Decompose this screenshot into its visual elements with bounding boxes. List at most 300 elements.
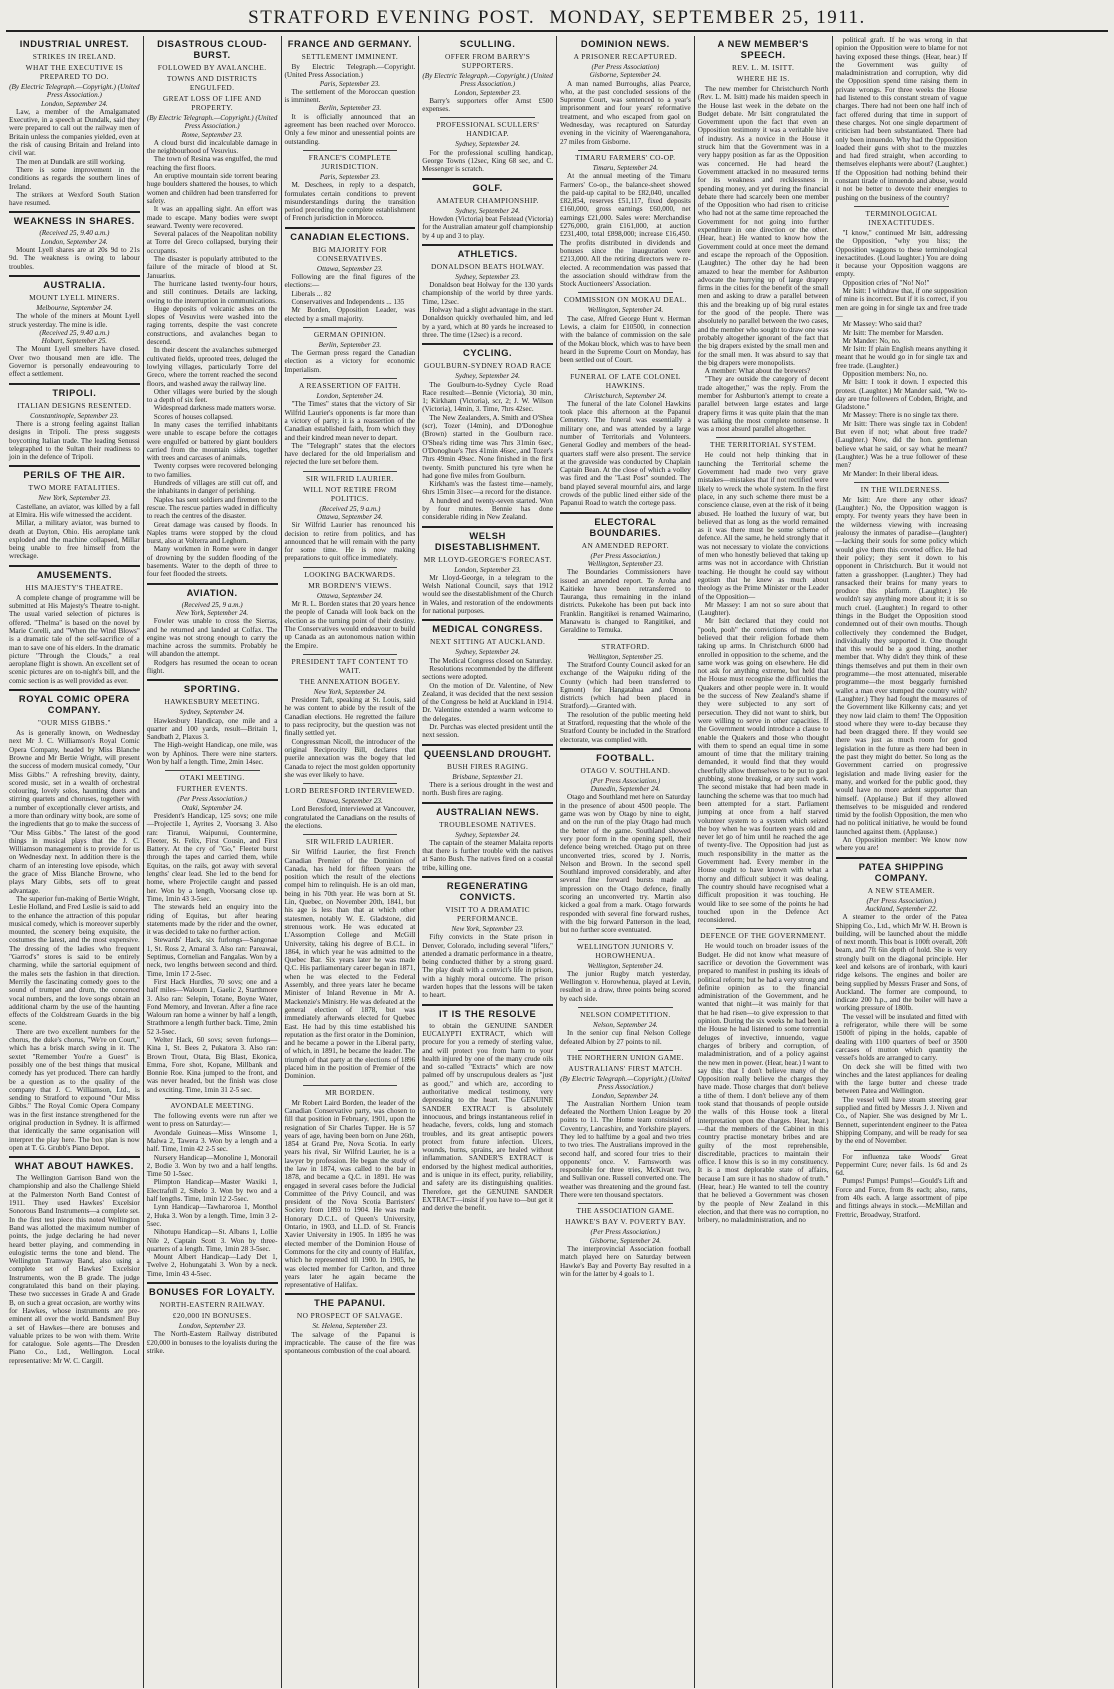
columns-container [6, 36, 1108, 1688]
article-subheading: FOLLOWED BY AVALANCHE. [157, 63, 267, 72]
paragraph: The High-weight Handicap, one mile, was won by Aphinos. There were nine starters. Won by half a length. Time, 2min 14sec. [146, 741, 278, 767]
article-body [285, 265, 416, 323]
paragraph: There is a serious drought in the west and north. Bush fires are raging. [422, 780, 553, 798]
article-subheading: HAWKESBURY MEETING. [164, 697, 260, 707]
paragraph: (Received 25, 9.40 a.m.) [39, 229, 110, 238]
article [560, 292, 691, 364]
paragraph: Mr Massey: There is no single tax there. [842, 411, 959, 420]
article [9, 1156, 140, 1365]
paragraph: Ottawa, September 24. [316, 591, 383, 600]
article-headline: WELSH DISESTABLISHMENT. [434, 530, 541, 552]
article-body [422, 925, 553, 1000]
paragraph: There is some improvement in the conditions as regards the southern lines of Ireland. [9, 165, 140, 191]
article-body [147, 114, 278, 579]
paragraph: Sydney, September 24. [455, 830, 520, 839]
subsection-rule [303, 378, 398, 379]
paragraph: Otaki, September 24. [181, 803, 243, 812]
paragraph: Christchurch, September 24. [584, 391, 667, 400]
paragraph: He would touch on broader issues of the Budget. He did not know what measure of sacrifice or devotion the Government was prepared to manifest in pushing its ideals of political reform; but he had a very strong and definite opinion as to the financial administration of the Government, and he wanted that night—it was mainly for that that he had risen—to give expression to that opinion. During the six weeks he had been in the House he had listened to some torrential deluges of invective, innuendo, vague charges of bribery and corruption, of maladministration, and of a policy against the new men in power. (Hear, hear.) I want to say this: that I don't believe many of the Opposition really believe the charges they have made. Those charges that don't believe a tithe of them. I don't believe any of them took stand that thousands of people outside the walls of this House took a literal interpretation upon the charges. Hear, hear.)—that the members of the Cabinet in this country practise monetary bribes and are guilty of the most reprehensible, discreditable, practices to maintain their office. I know this is so in my constituency. It is a most deplorable state of affairs, because I am sure it has no shadow of truth." (Hear, hear.) He wanted to tell the country that he believed a Government was chosen by the people of New Zealand in this election, and that there was no corruption, no bribery, no maladministration, and no [697, 942, 829, 1225]
article [285, 567, 416, 650]
paragraph: (By Electric Telegraph.—Copyright.) (United Press Association.) [9, 83, 140, 100]
paragraph: He could not help thinking that in launching the Territorial scheme the Government had made two very grave mistakes—mistakes that if not rectified were likely to wreck the whole system. In the first place, in any such scheme there must be a conscience clause, even at the risk of it being abused. He loathed the luxury of war, but believed that as long as the world remained as it was there must be some scheme of defence. All the same, he held strongly that it was not necessary to violate the convictions of men who honestly believed that taking up arms was not in accordance with Christian teaching. He thought he could say without egotism that he knew as much about theology as the Prime Minister or the Leader of the Opposition— [697, 451, 829, 601]
paragraph: Kirkham's was the fastest time—namely, 6hrs 15min 31sec—a record for the distance. [422, 480, 553, 497]
paragraph: Paris, September 23. [319, 172, 381, 181]
article [560, 369, 691, 508]
paragraph: Nihotupu Handicap—St. Albans 1, Lollie Nile 2, Captain Scott 3. Won by three-quarters of a length. Time, 1min 28 3-5sec. [146, 1228, 278, 1253]
article [9, 465, 140, 560]
article-subheading: IN THE WILDERNESS. [860, 484, 943, 494]
paragraph: (By Electric Telegraph.—Copyright.) (United Press Association.) [560, 1074, 691, 1092]
paragraph: Sydney, September 24. [455, 206, 520, 215]
paragraph: In many cases the terrified inhabitants were unable to escape before the cottages were engulfed or battered by giant boulders carried from the mountain sides, together with trees and carcases of animals. [146, 420, 278, 463]
paragraph: Ottawa, September 23. [316, 797, 383, 806]
article-subheading: THE NORTHERN UNION GAME. [567, 1052, 684, 1062]
article-body [9, 494, 140, 560]
article [560, 1050, 691, 1199]
article [285, 783, 416, 830]
subsection-rule [578, 1050, 673, 1051]
article-headline: SPORTING. [183, 684, 241, 695]
article-subheading: DEFENCE OF THE GOVERNMENT. [700, 931, 827, 941]
paragraph: Melbourne, September 24. [36, 303, 113, 312]
paragraph: Welter Hack, 60 sovs; seven furlongs—Kina 1, St. Bees 2, Pukatora 3. Also ran: Brown Trout, Otata, Big Blast, Ekonica, Emma, Fore shot, Kopane, Millbank and Bonnie Roe. Kina jumped to the front, and was never headed, but the finish was close and exciting. Time, 1min 31 2-5 sec. [146, 1035, 278, 1094]
article [147, 770, 278, 1094]
paragraph: New York, September 23. [38, 494, 111, 503]
paragraph: The vessel will be insulated and fitted with a refrigerator, while there will be some 1500ft of piping in the holds, capable of dealing with 1100 quarters of beef or 3500 carcases of mutton which quantity the vessel's holds are arranged to carry. [835, 1012, 968, 1063]
article-subheading: ITALIAN DESIGNS RESENTED. [17, 400, 132, 410]
article-body [560, 653, 691, 744]
paragraph: Liberals ... 82 [291, 289, 332, 298]
article-headline: DISASTROUS CLOUD-BURST. [157, 39, 268, 60]
paper-name: STRATFORD EVENING POST. [248, 7, 536, 28]
article-subheading: MR LLOYD-GEORGE'S FORECAST. [423, 554, 552, 564]
article-subheading: AUSTRALIANS' FIRST MATCH. [568, 1063, 683, 1073]
section-divider [9, 565, 140, 567]
paragraph: Plimpton Handicap—Master Waxiki 1, Electrafull 2, Sibelo 3. Won by two and a half lengths. Time, 1min 12 2-5sec. [146, 1178, 278, 1204]
paragraph: London, September 24. [592, 1091, 659, 1100]
article-headline: INDUSTRIAL UNREST. [19, 39, 130, 49]
subsection-rule [303, 1085, 398, 1086]
paragraph: The interprovincial Association football match played here on Saturday between Hawke's Bay and Poverty Bay resulted in a win for the latter by 4 goals to 1. [560, 1244, 691, 1278]
paragraph: Sydney, September 23. [455, 272, 520, 281]
article-subheading: LOOKING BACKWARDS. [304, 569, 396, 579]
paragraph: Law, a member of the Amalgamated Executive, in a speech at Dundalk, said they were prepared to call out the railway men of Britain unless the companies yielded, even at the risk of causing Britain and Ireland into civil war. [9, 107, 140, 158]
article [560, 150, 691, 288]
article-subheading: REV. L. M. ISITT. [732, 63, 795, 72]
paragraph: The superior fun-making of Bertie Wright, Leslie Holland, and Fred Leslie is said to add to the enhance the attraction of this popular musical comedy, which is moreover superbly mounted, the scenery being exquisite, the costumes the latest, and the most expensive. The dressing of the ladies who frequent "Garrod's" stores is said to be entirely charming, while the sartorial equipment of the males sets the fashion in that direction. Merrily the fascinating comedy goes to the sound of trumpet and drum, the concerted vocal numbers, and the love songs obtain an additional charm by the use of the haunting effects of the Coldstream Guards in the big scene. [9, 894, 140, 1028]
section-divider [285, 227, 416, 229]
paragraph: Paris, September 23. [319, 79, 381, 88]
article-headline: DOMINION NEWS. [580, 39, 670, 49]
article [422, 39, 553, 113]
paragraph: Sydney, September 24. [455, 648, 520, 657]
article [422, 1004, 553, 1213]
paragraph: Lord Beresford, interviewed at Vancouver, congratulated the Canadians on the results of the elections. [284, 805, 416, 830]
subsection-rule [716, 437, 811, 438]
article-subheading: THE TERRITORIAL SYSTEM. [710, 440, 817, 450]
article-body [560, 1075, 691, 1199]
paragraph: Opposition members: No, no. [842, 369, 928, 378]
article [698, 437, 829, 924]
article-headline: CYCLING. [463, 348, 513, 359]
article-headline: A NEW MEMBER'S SPEECH. [717, 39, 809, 60]
article [422, 178, 553, 240]
paragraph: The strikers at Wexford South Station have resumed. [9, 190, 140, 208]
article-subheading: WILL NOT RETIRE FROM POLITICS. [303, 484, 397, 503]
paragraph: Berlin, September 23. [318, 340, 382, 349]
paragraph: In the senior cup final Nelson College defeated Albion by 27 points to nil. [560, 1029, 691, 1046]
article-body [560, 552, 691, 635]
paragraph: The settlement of the Moroccan question is imminent. [284, 87, 416, 105]
article [422, 244, 553, 339]
paragraph: Nelson, September 24. [593, 1021, 658, 1030]
paragraph: Sydney, September 24. [455, 140, 520, 149]
paragraph: M. Deschees, in reply to a despatch, formulates certain conditions to prevent misunderstandings during the transition period preceding the complete establishment of French jurisdiction in Morocco. [284, 181, 416, 223]
paragraph: Mr Isitt: If plain English means anything it meant that he would go in for single tax and free trade. (Laughter.) [835, 345, 968, 370]
article-headline: FRANCE AND GERMANY. [287, 39, 412, 49]
article [422, 343, 553, 521]
paragraph: (Per Press Association.) [590, 1228, 661, 1237]
column-5 [557, 36, 695, 1688]
article-body [560, 1021, 691, 1046]
article-subheading: STRIKES IN IRELAND. [32, 52, 117, 61]
subsection-rule [303, 783, 398, 784]
article [285, 1293, 416, 1355]
subsection-rule [578, 639, 673, 640]
subsection-rule [440, 117, 535, 118]
paragraph: Mr Borden, Opposition Leader, was elected by a small majority. [284, 306, 416, 323]
article-subheading: FRANCE'S COMPLETE JURISDICTION. [308, 152, 391, 171]
article [9, 565, 140, 685]
paragraph: (By Electric Telegraph.—Copyright.) (United Press Association.) [422, 72, 553, 89]
paragraph: Mr Robert Laird Borden, the leader of the Canadian Conservative party, was chosen to fill that position in February, 1901, upon the resignation of Sir Charles Tupper. He is 57 years of age, having been born on June 26th, 1854 at Grand Pre, Nova Scotia. In early years his rival, Sir Wilfrid Laurier, he is a lawyer by profession. He began the study of the law in 1874, was called to the bar in 1878, and became a Q.C. in 1891. He was engaged in several cases before the Judicial Committee of the Privy Council, and was president of the Nova Scotia Barristers' Society from 1893 to 1904. He was made Honorary D.C.L. of Queen's University, Ontario, in 1903, and LL.D. of St. Francis Xavier University in 1905. In 1895 he was elected member of the Dominion House of Commons for the city and county of Halifax, which he represented till 1900. In 1905, he was elected member for Carlton, and three years later he again became the representative of Halifax. [284, 1098, 416, 1290]
article [147, 1098, 278, 1278]
paragraph: There are two excellent numbers for the chorus, the duke's chorus, "We're on Court," which has a brisk march swing in it. The sextet "Remember You're a Guest" is possibly one of the best things that musical comedy has yet produced. There can hardly be a question as to the quality of the company that J. C. Williamson, Ltd., is sending to Stratford to expound "Our Miss Gibbs." The Royal Comic Opera Company was in the first instance strengthened for the original production in Sydney. It is affirmed that identically the same organisation will interpret the play here. The box plan is now open at T. G. Grubb's Piano Depot. [9, 1027, 140, 1152]
section-divider [422, 744, 553, 746]
paragraph: Castellane, an aviator, was killed by a fall at Elmira. His wife witnessed the accident. [9, 502, 140, 519]
article-headline: FOOTBALL. [596, 752, 655, 763]
article-subheading: TIMARU FARMERS' CO-OP. [575, 152, 676, 162]
paragraph: (Received 25, 9 a.m.) [181, 600, 243, 609]
paragraph: As is generally known, on Wednesday next Mr J. C. Williamson's Royal Comic Opera Company, headed by Miss Blanche Browne and Mr Bertie Wright, will present the success of modern musical comedy, "Our Miss Gibbs." A refreshing brevity, dainty, scored music, set in a wealth of orchestral colouring, lovely solos, haunting duets and stirring quartets and choruses, together with a number of exceptionally clever artists, and a more than ordinary witty book, are some of the ingredients that go to make the success of "Our Miss Gibbs." The latest of the good things in musical plays that the J. C. Williamson management is to provide for us on Wednesday next. In addition there is the charm of an interesting love episode, which the grace of Miss Blanche Browne, who plays Mary Gibbs, sets off to great advantage. [9, 729, 140, 895]
subsection-rule [854, 206, 950, 207]
paragraph: Mr Isitt: There was single tax in Cobden! But even if not; what about free trade? (Laughter.) Now, did the hon. gentleman believe what he said, or say what he meant? (Laughter.) Was he a true follower of these men? [835, 419, 968, 470]
paragraph: New York, September 23. [451, 925, 524, 933]
column-7 [833, 36, 971, 1688]
paragraph: Mr Massey: I am not so sure about that (Laughter). [697, 600, 829, 618]
article [285, 39, 416, 146]
paragraph: The Goulburn-to-Sydney Cycle Road Race resulted:—Bennie (Victoria), 30 min, 1; Kirkham (Victoria), scr, 2; J. W. Wilson (Victoria), 14min, 3. Time, 7hrs 42sec. [422, 380, 553, 414]
section-divider [9, 465, 140, 467]
article [422, 802, 553, 872]
article [147, 679, 278, 766]
article-subheading: BIG MAJORITY FOR CONSERVATIVES. [312, 244, 388, 263]
subsection-rule [303, 654, 398, 655]
paragraph: Mr Isitt: I withdraw that, if one supposition of mine is incorrect. But if it is correct, if you men are going in for single tax and free trade— [835, 287, 968, 320]
article [836, 1150, 968, 1219]
paragraph: Mr Massey: Who said that? [842, 320, 922, 329]
article-subheading: NORTH-EASTERN RAILWAY. [159, 1300, 265, 1309]
paragraph: Gisborne, September 24. [589, 71, 662, 80]
article-body [285, 797, 416, 830]
paragraph: Timaru, September 24. [592, 163, 659, 172]
paragraph: London, September 23. [454, 565, 521, 574]
article-subheading: OTAGO V. SOUTHLAND. [580, 765, 671, 775]
section-divider [9, 275, 140, 277]
paragraph: London, September 24. [41, 237, 108, 246]
section-divider [147, 679, 278, 681]
paragraph: Wellington, September 23. [587, 559, 664, 568]
paragraph: Wellington, September 24. [587, 306, 664, 315]
article [836, 857, 968, 1146]
article-headline: AMUSEMENTS. [36, 569, 113, 580]
paragraph: London, September 24. [316, 392, 384, 401]
paragraph: Huge deposits of volcanic ashes on the slopes of Vesuvius were washed into the raging torrents, despite the vast concrete constructions, and avalanches began to descend. [146, 304, 278, 347]
paragraph: Rodgers has resumed the ocean to ocean flight. [146, 658, 278, 675]
article-subheading: WHERE HE IS. [736, 74, 790, 83]
paragraph: The resolution of the public meeting held at Stratford, requesting that the whole of the Stratford County be included in the Stratford electorate, was complied with. [560, 710, 691, 744]
article-headline: GOLF. [472, 182, 503, 193]
subsection-rule [578, 150, 673, 151]
article-headline: ELECTORAL BOUNDARIES. [589, 516, 662, 538]
section-divider [9, 689, 140, 691]
paragraph: Fowler was unable to cross the Sierras, and he returned and landed at Colfax. The engine was not strong enough to carry the machine across the summits. Probably he will abandon the attempt. [146, 617, 278, 659]
subsection-rule [854, 482, 950, 483]
article-subheading: GREAT LOSS OF LIFE AND PROPERTY. [162, 94, 262, 112]
paragraph: (By Electric Telegraph.—Copyright.) (United Press Association.) [146, 114, 278, 131]
article-headline: SCULLING. [459, 39, 516, 49]
article-body [285, 505, 416, 563]
article-subheading: TOWNS AND DISTRICTS ENGULFED. [166, 74, 258, 92]
article-subheading: HAWKE'S BAY V. POVERTY BAY. [565, 1217, 686, 1227]
paragraph: On deck she will be fitted with two winches and the latest appliances for dealing with the large butter and cheese trade between Patea and Wellington. [835, 1062, 968, 1096]
paragraph: The Mount Lyell smelters have closed. Over two thousand men are idle. The Governor is personally endeavouring to effect a settlement. [9, 345, 140, 379]
paragraph: Mr Isitt: I took it down. I expected this protest. (Laughter.) Mr Mander said, "We to-day are true followers of Cobden, Bright, and Gladstone." [835, 378, 968, 412]
paragraph: Sir Wilfrid Laurier has renounced his decision to retire from politics, and has announced that he will remain with the party for some time. He is now making preparations to quit office immediately. [284, 521, 416, 563]
article-body [285, 848, 416, 1080]
section-divider [422, 1004, 553, 1006]
article-subheading: NEXT SITTING AT AUCKLAND. [430, 637, 546, 647]
paragraph: It is officially announced that an agreement has been reached over Morocco. Only a few minor and unessential points are outstanding. [284, 112, 416, 146]
article-subheading: OTAKI MEETING. [179, 773, 245, 783]
paragraph: Sydney, September 24. [455, 372, 520, 381]
paragraph: St. Helena, September 23. [312, 1322, 388, 1331]
paragraph: Barry's supporters offer Arnst £500 expenses. [422, 96, 553, 114]
subsection-rule [578, 1007, 673, 1008]
paragraph: Wellington, September 25. [587, 652, 664, 661]
section-divider [560, 512, 691, 514]
paragraph: First Hack Hurdles, 70 sovs; one and a half miles—Walourn 1, Gaelic 2, Starthmore 3. Also ran: Selepin, Totane, Boyne Water, Fond Memory, and Inveran. After a fine race Walourn ran home a winner by half a length, Strathmore a length further back. Time, 2min 52 3-5sec. [146, 977, 278, 1036]
article-subheading: WHAT THE EXECUTIVE IS PREPARED TO DO. [25, 63, 124, 81]
section-divider [560, 748, 691, 750]
paragraph: (Received 25, 9.40 a.m.) [39, 328, 110, 337]
paragraph: For the professional sculling handicap, George Towns (12sec, King 68 sec, and C. Messenger is scratch. [422, 148, 553, 174]
article-headline: PERILS OF THE AIR. [23, 470, 126, 481]
subsection-rule [303, 327, 398, 328]
article [9, 39, 140, 207]
paragraph: The captain of the steamer Malaita reports that there is further trouble with the natives at Santo Bush. The natives fired on a coastal tribe, killing one. [422, 838, 553, 872]
article [560, 639, 691, 744]
paragraph: "The Times" states that the victory of Sir Wilfrid Laurier's opponents is far more than a victory of party; it is a reassertion of the Canadian established faith, from which they and their kindred mean never to depart. [284, 400, 416, 442]
article [285, 654, 416, 779]
article-subheading: AN AMENDED REPORT. [581, 540, 670, 550]
article [422, 526, 553, 616]
paragraph: The salvage of the Papanui is impracticable. The cause of the fire was spontaneous combustion of the coal aboard. [284, 1330, 416, 1356]
paragraph: The new member for Christchurch North (Rev. L. M. Isitt) made his maiden speech in the House last week in the debate on the Budget debate. Mr Isitt congratulated the Government upon the fact that even an Opposition testimony it was a veritable hive of industry. As a novice in the House it struck him that the Government was in a very happy position as far as the Opposition was concerned. He had heard the Government attacked in no measured terms for its weakness and recklessness in spending money, and yet during the financial debate there had scarcely been one member of the Opposition who had risen to criticise who had not at the same time reproached the Government for not going into further expenditure in one direction or the other. (Hear, hear.) He wanted to know how the Government could at once meet the demand and escape the reproach of the Opposition. (Laughter.) The other day he had been amazed to hear the member for Ashburton advocate the hurrying up of large drapery firms in the cities for the benefit of the small men and asking to draw a parallel between this and the breaking up of big rural estates for the good of the people. There was absolutely no parallel between the two cases, and the member who sought to draw one was probably altogether ignorant of the fact that the big drapers existed by the small men and for the small men. It was absurd to say that the big drapers were monopolists. [697, 85, 829, 367]
article-body [836, 229, 968, 478]
article-subheading: MR BORDEN'S VIEWS. [308, 580, 392, 590]
paragraph: At the annual meeting of the Timaru Farmers' Co-op., the balance-sheet showed the paid-up capital to be £82,040, uncalled £82,854, reserves £51,117, fixed deposits £160,000, gross earnings £60,000, net earnings £21,000. Sales were: Merchandise £276,000, grain £161,000, at auction £231,400, total £898,000; increase £16,450. The profits distributed in dividends and bonuses since the inauguration were £213,000. All the retiring directors were re-elected. A recommendation was passed that the association should withdraw from the Stock Auctioneers' Association. [560, 172, 691, 289]
paragraph: The Medical Congress closed on Saturday. [429, 656, 553, 665]
article [560, 512, 691, 635]
subsection-rule [303, 471, 398, 472]
article-body [147, 1112, 278, 1278]
article-body [9, 229, 140, 270]
article-subheading: STRATFORD. [601, 641, 650, 651]
paragraph: The Australian Northern Union team defeated the Northern Union League by 20 points to 11. The Home team consisted of Coventry, Lancashire, and Yorkshire players. They led to halftime by a goal and two tries to two tries. The Australians improved in the second half, and scored four tries to their opponents' once. V. Farnsworth was responsible for three tries, McKivatt two, and Sullivan one. Russell converted one. The weather was threatening and the ground fast. There were ten thousand spectators. [560, 1099, 691, 1200]
article-headline: IT IS THE RESOLVE [438, 1008, 537, 1019]
article-headline: ROYAL COMIC OPERA COMPANY. [18, 694, 130, 716]
article-body [422, 207, 553, 240]
article [9, 211, 140, 270]
article-body [285, 63, 416, 146]
article [9, 689, 140, 1152]
paragraph: Following are the final figures of the elections:— [284, 273, 416, 290]
article-body [422, 372, 553, 521]
article-body [422, 140, 553, 173]
column-6 [695, 36, 833, 1688]
paragraph: The town of Resina was engulfed, the mud reaching the first floors. [146, 155, 278, 172]
article-body [147, 708, 278, 766]
paragraph: Otago and Southland met here on Saturday in the presence of about 4500 people. The game was won by Otago by nine to eight, and on the run of the play Otago had much the better of the game. Southland showed very poor form in the opening spell, their defence being wretched. Otago put on three unconverted tries, scored by J. Norris, Nelson and Brown. In the second spell Southland improved considerably, and after several fine forward bursts made an impression on the Otago defence, finally scoring an unconverted try. Martin also kicked a goal from a mark. Otago forwards responded with several fine forward rushes, with the big forward Patterson in the lead, but no further score eventuated. [560, 793, 691, 935]
column-2 [144, 36, 282, 1688]
paragraph: New York, September 24. [176, 608, 249, 617]
section-divider [422, 802, 553, 804]
article [9, 383, 140, 462]
section-divider [422, 876, 553, 878]
paragraph: For influenza take Woods' Great Peppermint Cure; never fails. 1s 6d and 2s 6d. [835, 1152, 968, 1178]
article-body [147, 1322, 278, 1355]
paragraph: On the motion of Dr. Valentine, of New Zealand, it was decided that the next session of the Congress be held at Auckland in 1914. Dr. Valentine extended a warm welcome to the delegates. [422, 681, 553, 723]
article-subheading: DONALDSON BEATS HOLWAY. [431, 261, 545, 271]
masthead [6, 6, 1108, 32]
paragraph: Avondale Guineas—Miss Winsome 1, Malwa 2, Tawera 3. Won by a length and a half. Time, 1min 42 2-5 sec. [146, 1128, 278, 1154]
article-subheading: TROUBLESOME NATIVES. [439, 819, 537, 829]
article-body [422, 273, 553, 339]
paragraph: to obtain the GENUINE SANDER EUCALYPTI EXTRACT, which will procure for you a remedy of sterling value, and will protect you from harm to your health injured by one of the many crude oils and so-called "Extracts" which are now palmed off by unscrupulous dealers as "just as good," and which are, according to authoritative medical testimony, very depressing to the heart. The GENUINE SANDER EXTRACT is absolutely innocuous, and brings instantaneous relief in headache, fevers, colds, lung and stomach troubles, and its great antiseptic powers protect from future infection. Ulcers, wounds, burns, sprains, are healed without inflammation. SANDER'S EXTRACT is endorsed by the highest medical authorities, and is unique in its effect, purity, reliability, and safety are its distinguishing qualities. Therefore, get the GENUINE SANDER EXTRACT—insist if you have to—but get it and derive the benefit. [422, 1021, 553, 1213]
article [285, 150, 416, 223]
paragraph: Fifty convicts in the State prison in Denver, Colorado, including several "lifers," attended a dramatic performance in a theatre, being conducted thither by a strong guard. The play dealt with a convict's life in prison, with a highly moral outcome. The prison warden hopes that the lessons will be taken to heart. [422, 933, 553, 1000]
article-body [147, 601, 278, 676]
paragraph: (Received 25, 9 a.m.) [319, 504, 381, 513]
article-body [285, 341, 416, 374]
paragraph: Several palaces of the Neapolitan nobility at Torre del Greco collapsed, burying their occupants. [146, 230, 278, 255]
section-divider [422, 526, 553, 528]
paragraph: Mr Mander: No, no. [842, 336, 901, 345]
article-body [560, 777, 691, 935]
article-body [9, 83, 140, 207]
article-headline: BONUSES FOR LOYALTY. [149, 1287, 276, 1297]
article [147, 583, 278, 676]
article [147, 39, 278, 579]
article [285, 378, 416, 467]
section-divider [147, 583, 278, 585]
article-body [9, 729, 140, 1152]
paragraph: Stewards' Hack, six furlongs—Sangonae 1, St. Ross 2, Amaral 3. Also ran: Pareawai, Septimus, Cornelian and Fangalas. Won by a neck, two lengths between second and third. Time, 1min 17 2-5sec. [146, 936, 278, 978]
paragraph: The Boundaries Commissioners have issued an amended report. Te Aroha and Kaitieke have been retransferred to Tauranga, thus remaining in the inland districts. Pukekohe has been put back into Franklin. Rangitikei is renamed Waimarino, Manawatu is changed to Rangitikei, and Geraldine to Temuka. [560, 568, 691, 635]
article-subheading: VISIT TO A DRAMATIC PERFORMANCE. [445, 905, 530, 923]
article-subheading: WELLINGTON JUNIORS V. HOROWHENUA. [576, 941, 675, 960]
subsection-rule [716, 928, 811, 929]
paragraph: A hundred and twenty-seven started. Won by four minutes. Bennie has done considerable riding in New Zealand. [422, 496, 553, 522]
article-body [836, 1153, 968, 1219]
article [836, 206, 968, 478]
subsection-rule [303, 834, 398, 835]
article [836, 36, 968, 202]
paragraph: London, September 24. [41, 99, 108, 108]
article [422, 619, 553, 739]
article-body [560, 392, 691, 508]
article-body [836, 496, 968, 853]
subsection-rule [165, 1098, 260, 1099]
article-subheading: NO PROSPECT OF SALVAGE. [296, 1311, 403, 1321]
article [560, 1007, 691, 1046]
article [285, 471, 416, 563]
paragraph: Millar, a military aviator, was burned to death at Dayton, Ohio. His aeroplane tank exploded and the machine collapsed, Millar being unable to free himself from the wreckage. [9, 519, 140, 561]
article [422, 744, 553, 798]
article-body [698, 85, 829, 433]
paragraph: Mr Isitt declared that they could not "pooh, pooh" the convictions of men who believed that their religion forbade them taking up arms. In Christchurch 6000 had enrolled in opposition to the scheme, and the same work was going on elsewhere. He did not ask for anything extreme, but held that the House must recognise the difficulties the Quakers and other people were in. It would be the success of New Zealand's shame if they were subjected to any sort of persecution. They did not want to shirk, but were willing to serve in other capacities. If the Government would introduce a clause to enable the Quakers and those who thought with them to spend an equal time in some amount of time that the military training demanded, it would find that they would cheerfully allow themselves to be put to gaol grubbing, stone breaking, or any such work. The second mistake that had been made in launching the scheme was that too much had been attempted for a start. Parliament jumping at once from a half starved volunteer system to a system which seized the boy when he was fourteen years old and never let go of him until he reached the age of twenty-five. The Opposition had just as much responsibility in the matter as the Government had. Every member in the House ought to have known with what a thorny and difficult subject it was dealing. The country should have recognised what a difficult proposition it was touching. He would like to see some of the points he had touched upon in the Defence Act reconsidered. [697, 617, 829, 925]
paragraph: In their descent the avalanches submerged cultivated fields, uprooted trees, deluged the lowlying villages, particularly Torre del Greco, where the torrent reached the second floors, and washed away the railway line. [146, 346, 278, 388]
article-subheading: AMATEUR CHAMPIONSHIP. [436, 195, 539, 205]
article-headline: WEAKNESS IN SHARES. [13, 216, 135, 227]
article [560, 748, 691, 935]
paragraph: political graft. If he was wrong in that opinion the Opposition were to blame for not having exposed these things. (Hear, hear.) If the Government was guilty of maladministration and corruption, why did the Opposition spend time raising them in private wrongs. For three weeks the House had listened to this constant stream of vague charges. There had not been one half inch of fact offered during that time in support of these charges. Not one single department of criticism had been substantiated. There had only been innuendo. Why had the Opposition loaded their guns with shot to the muzzles and had fired straight, when according to themselves elephants were about? (Laughter.) If the Opposition had nothing behind their constant tirade of innuendo and abuse, would it not be better to devote their energies to pushing on the business of the country? [835, 36, 968, 202]
article-subheading: SIR WILFRID LAURIER. [306, 473, 394, 483]
paragraph: Berlin, September 23. [318, 104, 382, 113]
section-divider [836, 857, 968, 859]
article [560, 39, 691, 146]
article-body [560, 164, 691, 288]
article-body [698, 451, 829, 924]
subsection-rule [578, 1203, 673, 1204]
paragraph: The following events were run after we went to press on Saturday:— [146, 1112, 278, 1129]
article-subheading: £20,000 IN BONUSES. [172, 1311, 252, 1320]
paragraph: The Wellington Garrison Band won the championship and also the Challenge Shield at the Palmerston North Band Contest of 1911. They used Hawkes' Excelsior Sonorous Band Instruments—a complete set. In the first test piece this noted Wellington Band was allotted the maximum number of points, the judge declaring he had never heard better playing, and commending in eulogistic terms the tone and blend. The Wellington Tramway Band, also using a complete set of Hawkes' Excelsior Instruments, won the B grade. The judge congratulated this band on their playing. These two successes in Grade A and Grade B, on such a great occasion, are worthy wins for Hawkes, whose instruments are pre-eminent all over the world. Bandsmen! Buy a set of Hawkes—there are bonuses and valuable prizes to be won with them. Write for catalogue. Sole agents—The Dresden Piano Co., Ltd., Wellington. Local representative: Mr W. C. Cargill. [9, 1174, 140, 1365]
article-body [285, 688, 416, 779]
paragraph: Scores of houses collapsed. [153, 412, 233, 421]
paragraph: London, September 23. [454, 88, 521, 97]
section-divider [422, 343, 553, 345]
article-subheading: PRESIDENT TAFT CONTENT TO WAIT. [291, 656, 409, 675]
article-subheading: FUNERAL OF LATE COLONEL HAWKINS. [570, 371, 681, 390]
article [836, 482, 968, 853]
article-headline: MEDICAL CONGRESS. [432, 624, 543, 635]
subsection-rule [854, 1150, 950, 1151]
subsection-rule [578, 292, 673, 293]
paragraph: Congressman Nicoll, the introducer of the original Reciprocity Bill, declares that puerile annexation was the bogey that led Canada to reject the most golden opportunity she was ever likely to have. [284, 737, 416, 779]
paragraph: Ottawa, September 24. [316, 512, 383, 521]
paragraph: The New Zealanders, A. Smith and O'Shea (scr), Tozer (14min), and D'Donoghue (Brown) started in the Goulburn race. O'Shea's riding time was 7hrs 31min 6sec, O'Donoghue's 7hrs 41min 46sec, and Tozer's 7hrs 49min 49sec. None finished in the first twenty. Smith punctured his tyre when he had gone five miles from Goulburn. [422, 413, 553, 480]
article-subheading: TERMINOLOGICAL INEXACTITUDES. [865, 208, 938, 227]
paragraph: A steamer to the order of the Patea Shipping Co., Ltd., which Mr W. H. Brown is building, will be launched about the middle of next month. This boat is 100ft overall, 20ft beam, and 7ft 6in depth of hold. She is very strongly built on the diagonal principle. Her keel and kelsons are of ironbark, with kauri ridge kelsons. The engines and boiler are being supplied by Messrs Fraser and Sons, of Auckland. The former are compound, to indicate 200 h.p., and the boiler will have a working pressure of 180lb. [835, 913, 968, 1013]
article-subheading: BUSH FIRES RAGING. [446, 761, 529, 771]
article-body [9, 412, 140, 462]
article-body [285, 592, 416, 650]
paragraph: The whole of the miners at Mount Lyell struck yesterday. The mine is idle. [9, 312, 140, 329]
article-subheading: SIR WILFRID LAURIER. [306, 837, 394, 847]
column-4 [419, 36, 557, 1688]
